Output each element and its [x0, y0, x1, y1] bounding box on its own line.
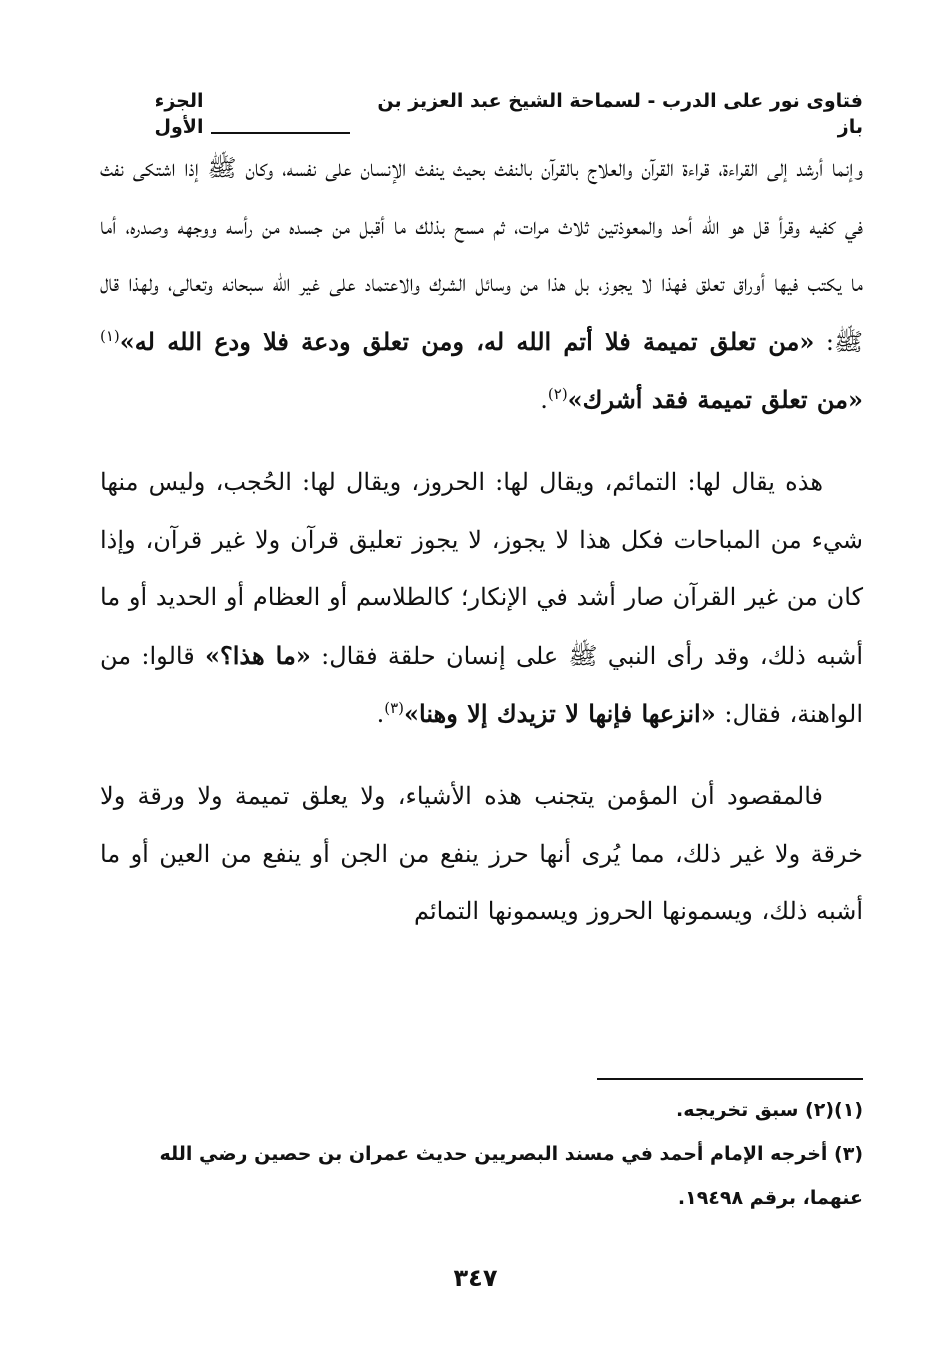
header-rule	[211, 132, 350, 134]
footnote-ref-1: (١)	[100, 326, 120, 345]
footnote-2: (٣) أخرجه الإمام أحمد في مسند البصريين حديث عمران بن حصين رضي الله عنهما، برقم ١٩٤٩٨.	[159, 1143, 863, 1209]
volume-label: الجزء الأول	[154, 90, 204, 138]
footnotes	[100, 1088, 863, 1220]
footnote-rule	[597, 1078, 863, 1080]
page-number: ٣٤٧	[453, 1264, 498, 1292]
hadith-quote-4: «انزعها فإنها لا تزيدك إلا وهنا»	[404, 699, 716, 729]
paragraph-2-text-2: قالوا: من الواهنة، فقال:	[100, 641, 863, 729]
paragraph-3: فالمقصود أن المؤمن يتجنب هذه الأشياء، ولا يعلق تميمة ولا ورقة ولا خرقة ولا غير ذلك، مما يُرى أنها حرز ينفع من الجن أو ينفع من العين أو ما أشبه ذلك، ويسمونها الحروز ويسمونها التمائم	[100, 781, 863, 926]
hadith-quote-3: «ما هذا؟»	[204, 640, 311, 670]
footnote-1: (١)(٢) سبق تخريجه.	[676, 1099, 863, 1121]
body-text	[100, 140, 863, 941]
paragraph-1	[100, 140, 863, 430]
hadith-quote-2: «من تعلق تميمة فقد أشرك»	[567, 385, 863, 415]
paragraph-2	[100, 454, 863, 744]
paragraph-2-text: هذه يقال لها: التمائم، ويقال لها: الحروز، ويقال لها: الحُجب، وليس منها شيء من المباحات فكل هذا لا يجوز، لا يجوز تعليق قرآن ولا غير قرآن، وإذا كان من غير القرآن صار أشد في الإنكار؛ كالطلاسم أو العظام أو الحديد أو ما أشبه ذلك، وقد رأى النبي ﷺ على إنسان حلقة فقال:	[100, 467, 864, 670]
footnote-ref-3: (٣)	[384, 699, 404, 718]
paragraph-2-end: .	[376, 700, 385, 729]
running-header	[100, 88, 863, 140]
volume-label-group	[100, 88, 350, 140]
book-title: فتاوى نور على الدرب - لسماحة الشيخ عبد العزيز بن باز	[377, 90, 863, 138]
paragraph-1-end: .	[540, 386, 548, 415]
paragraph-1-text: وإنما أرشد إلى القراءة، قراءة القرآن والعلاج بالقرآن بالنفث بحيث ينفث الإنسان على نفسه، وكان ﷺ إذا اشتكى نفث في كفيه وقرأ قل هو الله أحد والمعوذتين ثلاث مرات، ثم مسح بذلك ما أقبل من جسده من رأسه ووجهه وصدره، أما ما يكتب فيها أوراق تعلق فهذا لا يجوز، بل هذا من وسائل الشرك والاعتماد على غير الله سبحانه وتعالى، ولهذا قال ﷺ:	[100, 154, 863, 356]
hadith-quote-1: «من تعلق تميمة فلا أتم الله له، ومن تعلق ودعة فلا ودع الله له»	[119, 326, 815, 356]
footnote-ref-2: (٢)	[547, 385, 568, 404]
